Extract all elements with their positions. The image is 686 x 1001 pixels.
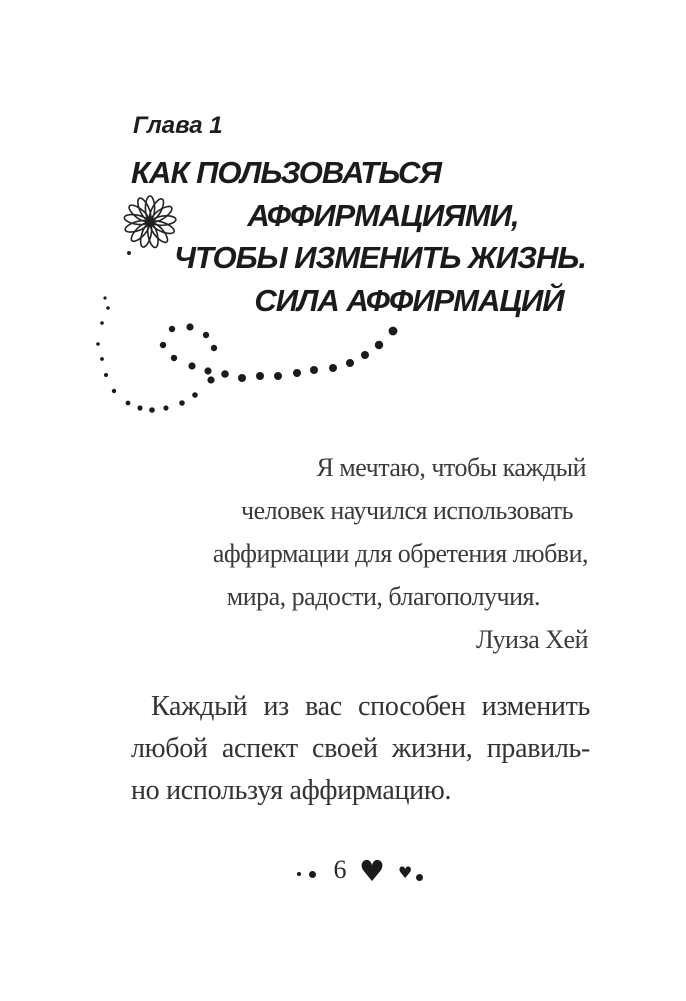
- chapter-title-line: АФФИРМАЦИЯМИ,: [247, 197, 519, 233]
- page-number: 6: [333, 855, 347, 884]
- body-paragraph: [131, 686, 590, 812]
- folio-dot-icon: [309, 871, 316, 878]
- chapter-title-line: СИЛА АФФИРМАЦИЙ: [254, 282, 564, 318]
- epigraph-attribution: Луиза Хей: [476, 625, 588, 654]
- body-line: любой аспект своей жизни, правиль-: [131, 733, 590, 764]
- body-line: но используя аффирмацию.: [131, 775, 452, 806]
- epigraph-line: Я мечтаю, чтобы каждый: [316, 453, 586, 482]
- epigraph-quote: [168, 446, 588, 661]
- heart-icon: ♥: [398, 863, 413, 882]
- epigraph-line: аффирмации для обретения любви,: [212, 539, 588, 568]
- body-line: Каждый из вас способен изменить: [151, 691, 590, 722]
- folio-dot-icon: [297, 872, 301, 876]
- daisy-icon: [122, 195, 178, 259]
- folio-dot-icon: [416, 874, 423, 881]
- chapter-title-line: КАК ПОЛЬЗОВАТЬСЯ: [131, 155, 441, 190]
- chapter-title-line: ЧТОБЫ ИЗМЕНИТЬ ЖИЗНЬ.: [174, 240, 586, 275]
- chapter-label: Глава 1: [133, 112, 223, 139]
- heart-icon: ♥: [359, 854, 385, 888]
- epigraph-line: человек научился использовать: [241, 496, 573, 525]
- epigraph-line: мира, радости, благополучия.: [226, 582, 540, 611]
- dotted-spiral-icon: [85, 295, 407, 419]
